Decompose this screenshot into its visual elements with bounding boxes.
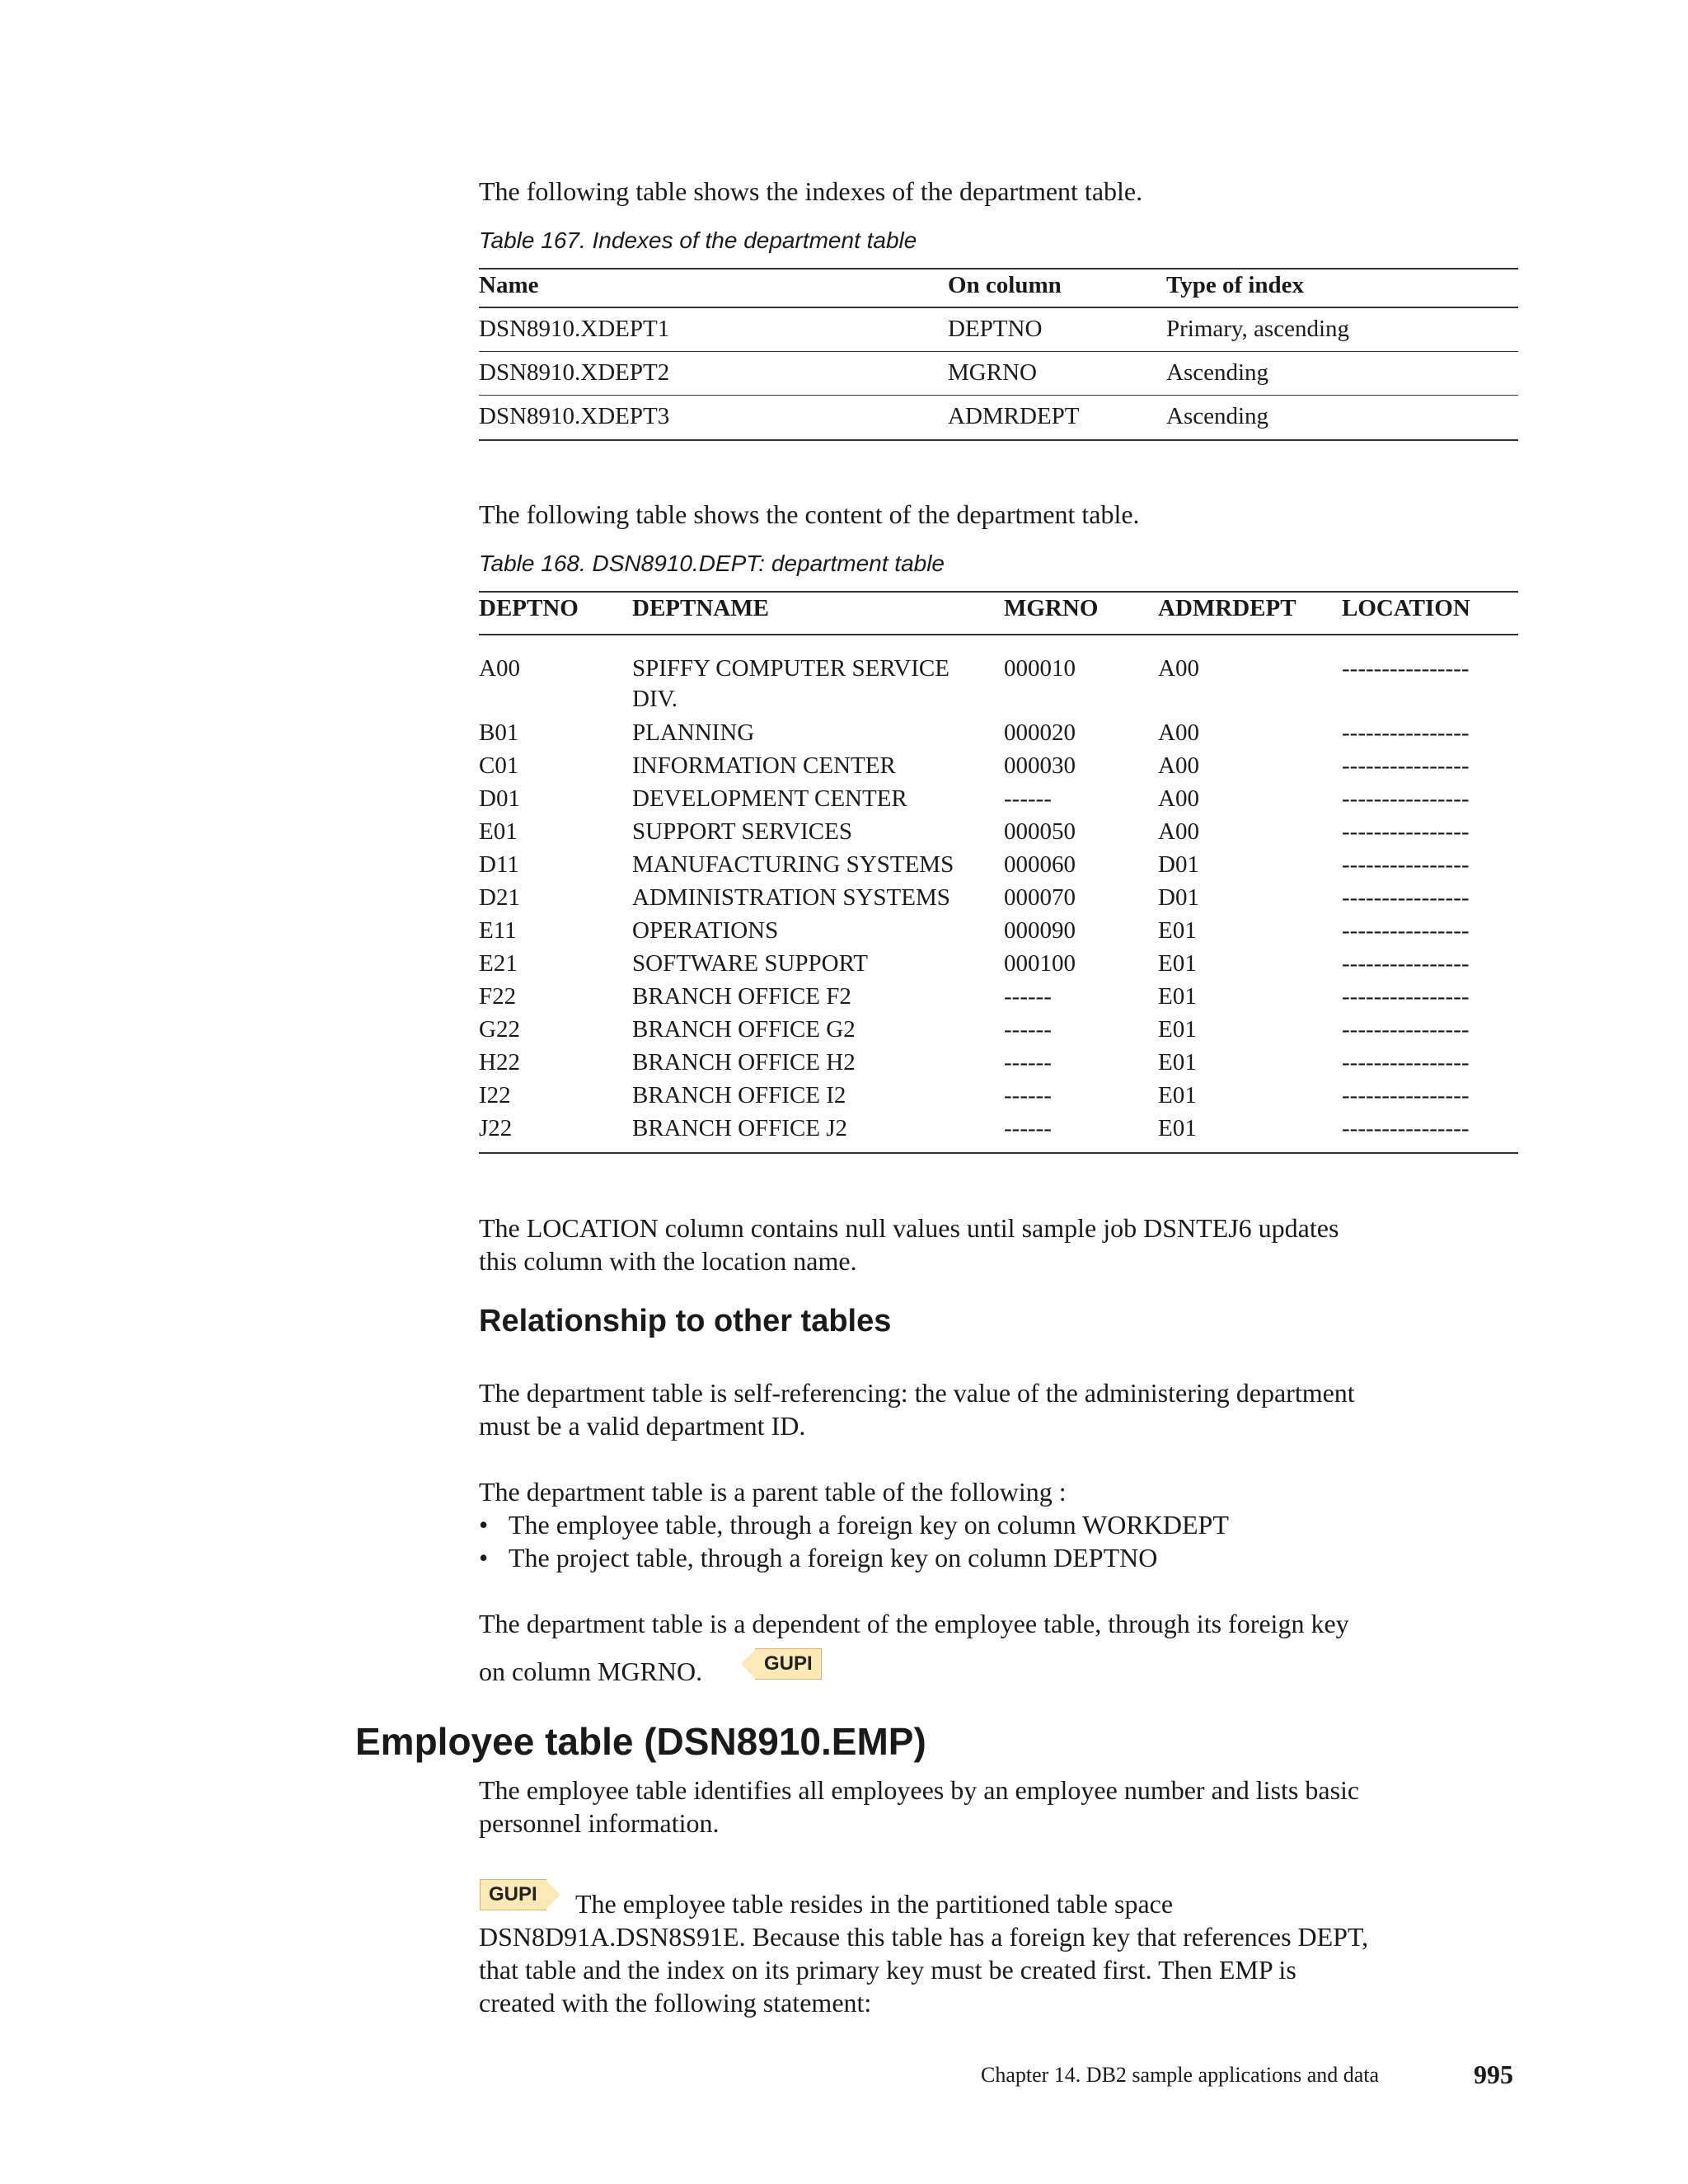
table-cell: ----------------	[1342, 1082, 1470, 1108]
table-cell: ----------------	[1342, 983, 1470, 1010]
employee-para-line-3: that table and the index on its primary key must be created first. Then EMP is	[479, 1955, 1296, 1985]
table-167-header-on-column: On column	[948, 272, 1062, 298]
table-168-caption: Table 168. DSN8910.DEPT: department table	[479, 551, 945, 576]
location-note-line-2: this column with the location name.	[479, 1246, 857, 1276]
table-cell: DEVELOPMENT CENTER	[632, 785, 907, 812]
table-cell: E01	[1158, 1016, 1197, 1043]
table-cell: C01	[479, 752, 519, 779]
table-cell: 000090	[1004, 917, 1076, 944]
dependent-line-2: on column MGRNO.	[479, 1657, 703, 1686]
employee-para-line-1: The employee table resides in the partitioned table space	[575, 1889, 1174, 1919]
table-cell: J22	[479, 1115, 513, 1141]
table-cell: ------	[1004, 1115, 1052, 1141]
list-item-text: The employee table, through a foreign key on column WORKDEPT	[509, 1510, 1229, 1540]
employee-intro-line-1: The employee table identifies all employees by an employee number and lists basic	[479, 1775, 1360, 1805]
table-167-header-type: Type of index	[1166, 272, 1305, 298]
table-cell: ----------------	[1342, 752, 1470, 779]
table-cell: ------	[1004, 1049, 1052, 1076]
table-cell: E11	[479, 917, 517, 944]
table-cell: ----------------	[1342, 719, 1470, 746]
table-168-header-deptno: DEPTNO	[479, 595, 579, 621]
table-cell: SUPPORT SERVICES	[632, 818, 852, 845]
table-cell: ADMINISTRATION SYSTEMS	[632, 884, 950, 911]
table-cell: A00	[1158, 785, 1199, 812]
table-cell: ------	[1004, 983, 1052, 1010]
table-cell: MGRNO	[948, 359, 1037, 386]
table-cell: DEPTNO	[948, 316, 1043, 342]
parent-intro: The department table is a parent table of the following :	[479, 1477, 1067, 1507]
table-168-bottom-rule	[479, 1152, 1518, 1154]
table-cell: D01	[1158, 884, 1199, 911]
table-cell: ----------------	[1342, 950, 1470, 977]
employee-para-line-4: created with the following statement:	[479, 1988, 872, 2018]
table-cell: ----------------	[1342, 785, 1470, 812]
table-cell: 000070	[1004, 884, 1076, 911]
table-cell: D21	[479, 884, 520, 911]
table-cell: 000020	[1004, 719, 1076, 746]
table-cell: A00	[1158, 752, 1199, 779]
table-cell: B01	[479, 719, 519, 746]
table-168-header-location: LOCATION	[1342, 595, 1470, 621]
table-cell: D11	[479, 851, 519, 878]
table-cell: BRANCH OFFICE J2	[632, 1115, 848, 1141]
table-cell: ----------------	[1342, 884, 1470, 911]
table-cell: PLANNING	[632, 719, 755, 746]
intro-content: The following table shows the content of the department table.	[479, 499, 1140, 529]
dependent-line-1: The department table is a dependent of the employee table, through its foreign key	[479, 1609, 1349, 1638]
table-cell: D01	[1158, 851, 1199, 878]
table-row-rule	[479, 351, 1518, 352]
table-cell: ------	[1004, 1082, 1052, 1108]
table-cell: ------	[1004, 785, 1052, 812]
self-ref-line-1: The department table is self-referencing: the value of the administering department	[479, 1378, 1355, 1408]
table-cell: E01	[479, 818, 518, 845]
table-cell: ADMRDEPT	[948, 403, 1080, 429]
table-cell: A00	[1158, 818, 1199, 845]
table-168-header-admrdept: ADMRDEPT	[1158, 595, 1296, 621]
page-number: 995	[1474, 2060, 1513, 2089]
table-cell: D01	[479, 785, 520, 812]
table-cell: 000060	[1004, 851, 1076, 878]
table-cell: DSN8910.XDEPT2	[479, 359, 670, 386]
table-cell: ----------------	[1342, 1049, 1470, 1076]
table-cell: ----------------	[1342, 818, 1470, 845]
table-cell: A00	[1158, 655, 1199, 682]
table-cell: E01	[1158, 1049, 1197, 1076]
location-note-line-1: The LOCATION column contains null values until sample job DSNTEJ6 updates	[479, 1213, 1339, 1243]
table-cell: I22	[479, 1082, 511, 1108]
table-cell: OPERATIONS	[632, 917, 779, 944]
table-cell: INFORMATION CENTER	[632, 752, 896, 779]
table-cell: G22	[479, 1016, 520, 1043]
table-cell: F22	[479, 983, 517, 1010]
table-cell: E01	[1158, 917, 1197, 944]
table-cell: H22	[479, 1049, 520, 1076]
footer-chapter: Chapter 14. DB2 sample applications and data	[981, 2063, 1380, 2087]
table-cell: 000050	[1004, 818, 1076, 845]
bullet-icon: •	[479, 1543, 489, 1572]
table-cell: DSN8910.XDEPT1	[479, 316, 670, 342]
table-167-caption: Table 167. Indexes of the department table	[479, 227, 917, 253]
self-ref-line-2: must be a valid department ID.	[479, 1411, 806, 1441]
table-cell: DSN8910.XDEPT3	[479, 403, 670, 429]
table-cell: MANUFACTURING SYSTEMS	[632, 851, 954, 878]
table-cell: ----------------	[1342, 1016, 1470, 1043]
list-item	[479, 1508, 1229, 1541]
table-cell: E01	[1158, 1082, 1197, 1108]
table-cell: BRANCH OFFICE I2	[632, 1082, 846, 1108]
table-cell: Ascending	[1166, 403, 1269, 429]
table-168-header-rule	[479, 634, 1518, 635]
table-168-header-deptname: DEPTNAME	[632, 595, 769, 621]
table-cell: E21	[479, 950, 518, 977]
table-cell: ----------------	[1342, 655, 1470, 682]
gupi-end-marker: GUPI	[755, 1648, 822, 1680]
table-cell: E01	[1158, 983, 1197, 1010]
table-cell: ----------------	[1342, 1115, 1470, 1141]
table-cell: 000010	[1004, 655, 1076, 682]
table-cell: E01	[1158, 1115, 1197, 1141]
table-cell: ----------------	[1342, 917, 1470, 944]
table-cell: ----------------	[1342, 851, 1470, 878]
table-cell: BRANCH OFFICE F2	[632, 983, 851, 1010]
table-167-bottom-rule	[479, 439, 1518, 441]
relationship-heading: Relationship to other tables	[479, 1304, 892, 1338]
employee-para-line-2: DSN8D91A.DSN8S91E. Because this table has a foreign key that references DEPT,	[479, 1922, 1369, 1952]
table-cell: BRANCH OFFICE G2	[632, 1016, 856, 1043]
table-167-header-name: Name	[479, 272, 539, 298]
bullet-icon: •	[479, 1510, 489, 1540]
table-row-rule	[479, 395, 1518, 396]
table-cell: DIV.	[632, 686, 678, 712]
employee-heading: Employee table (DSN8910.EMP)	[355, 1720, 926, 1763]
list-item	[479, 1541, 1157, 1574]
table-cell: Ascending	[1166, 359, 1269, 386]
table-cell: A00	[1158, 719, 1199, 746]
table-168-header-mgrno: MGRNO	[1004, 595, 1099, 621]
table-167-header-rule	[479, 307, 1518, 308]
table-168-top-rule	[479, 591, 1518, 593]
table-cell: E01	[1158, 950, 1197, 977]
intro-indexes: The following table shows the indexes of the department table.	[479, 176, 1143, 206]
employee-intro-line-2: personnel information.	[479, 1808, 720, 1838]
table-cell: 000030	[1004, 752, 1076, 779]
table-cell: SOFTWARE SUPPORT	[632, 950, 868, 977]
table-cell: A00	[479, 655, 520, 682]
table-cell: BRANCH OFFICE H2	[632, 1049, 856, 1076]
table-167-top-rule	[479, 268, 1518, 269]
table-cell: 000100	[1004, 950, 1076, 977]
table-cell: Primary, ascending	[1166, 316, 1350, 342]
gupi-start-marker: GUPI	[480, 1879, 546, 1910]
list-item-text: The project table, through a foreign key on column DEPTNO	[509, 1543, 1158, 1572]
table-cell: ------	[1004, 1016, 1052, 1043]
table-cell: SPIFFY COMPUTER SERVICE	[632, 655, 950, 682]
